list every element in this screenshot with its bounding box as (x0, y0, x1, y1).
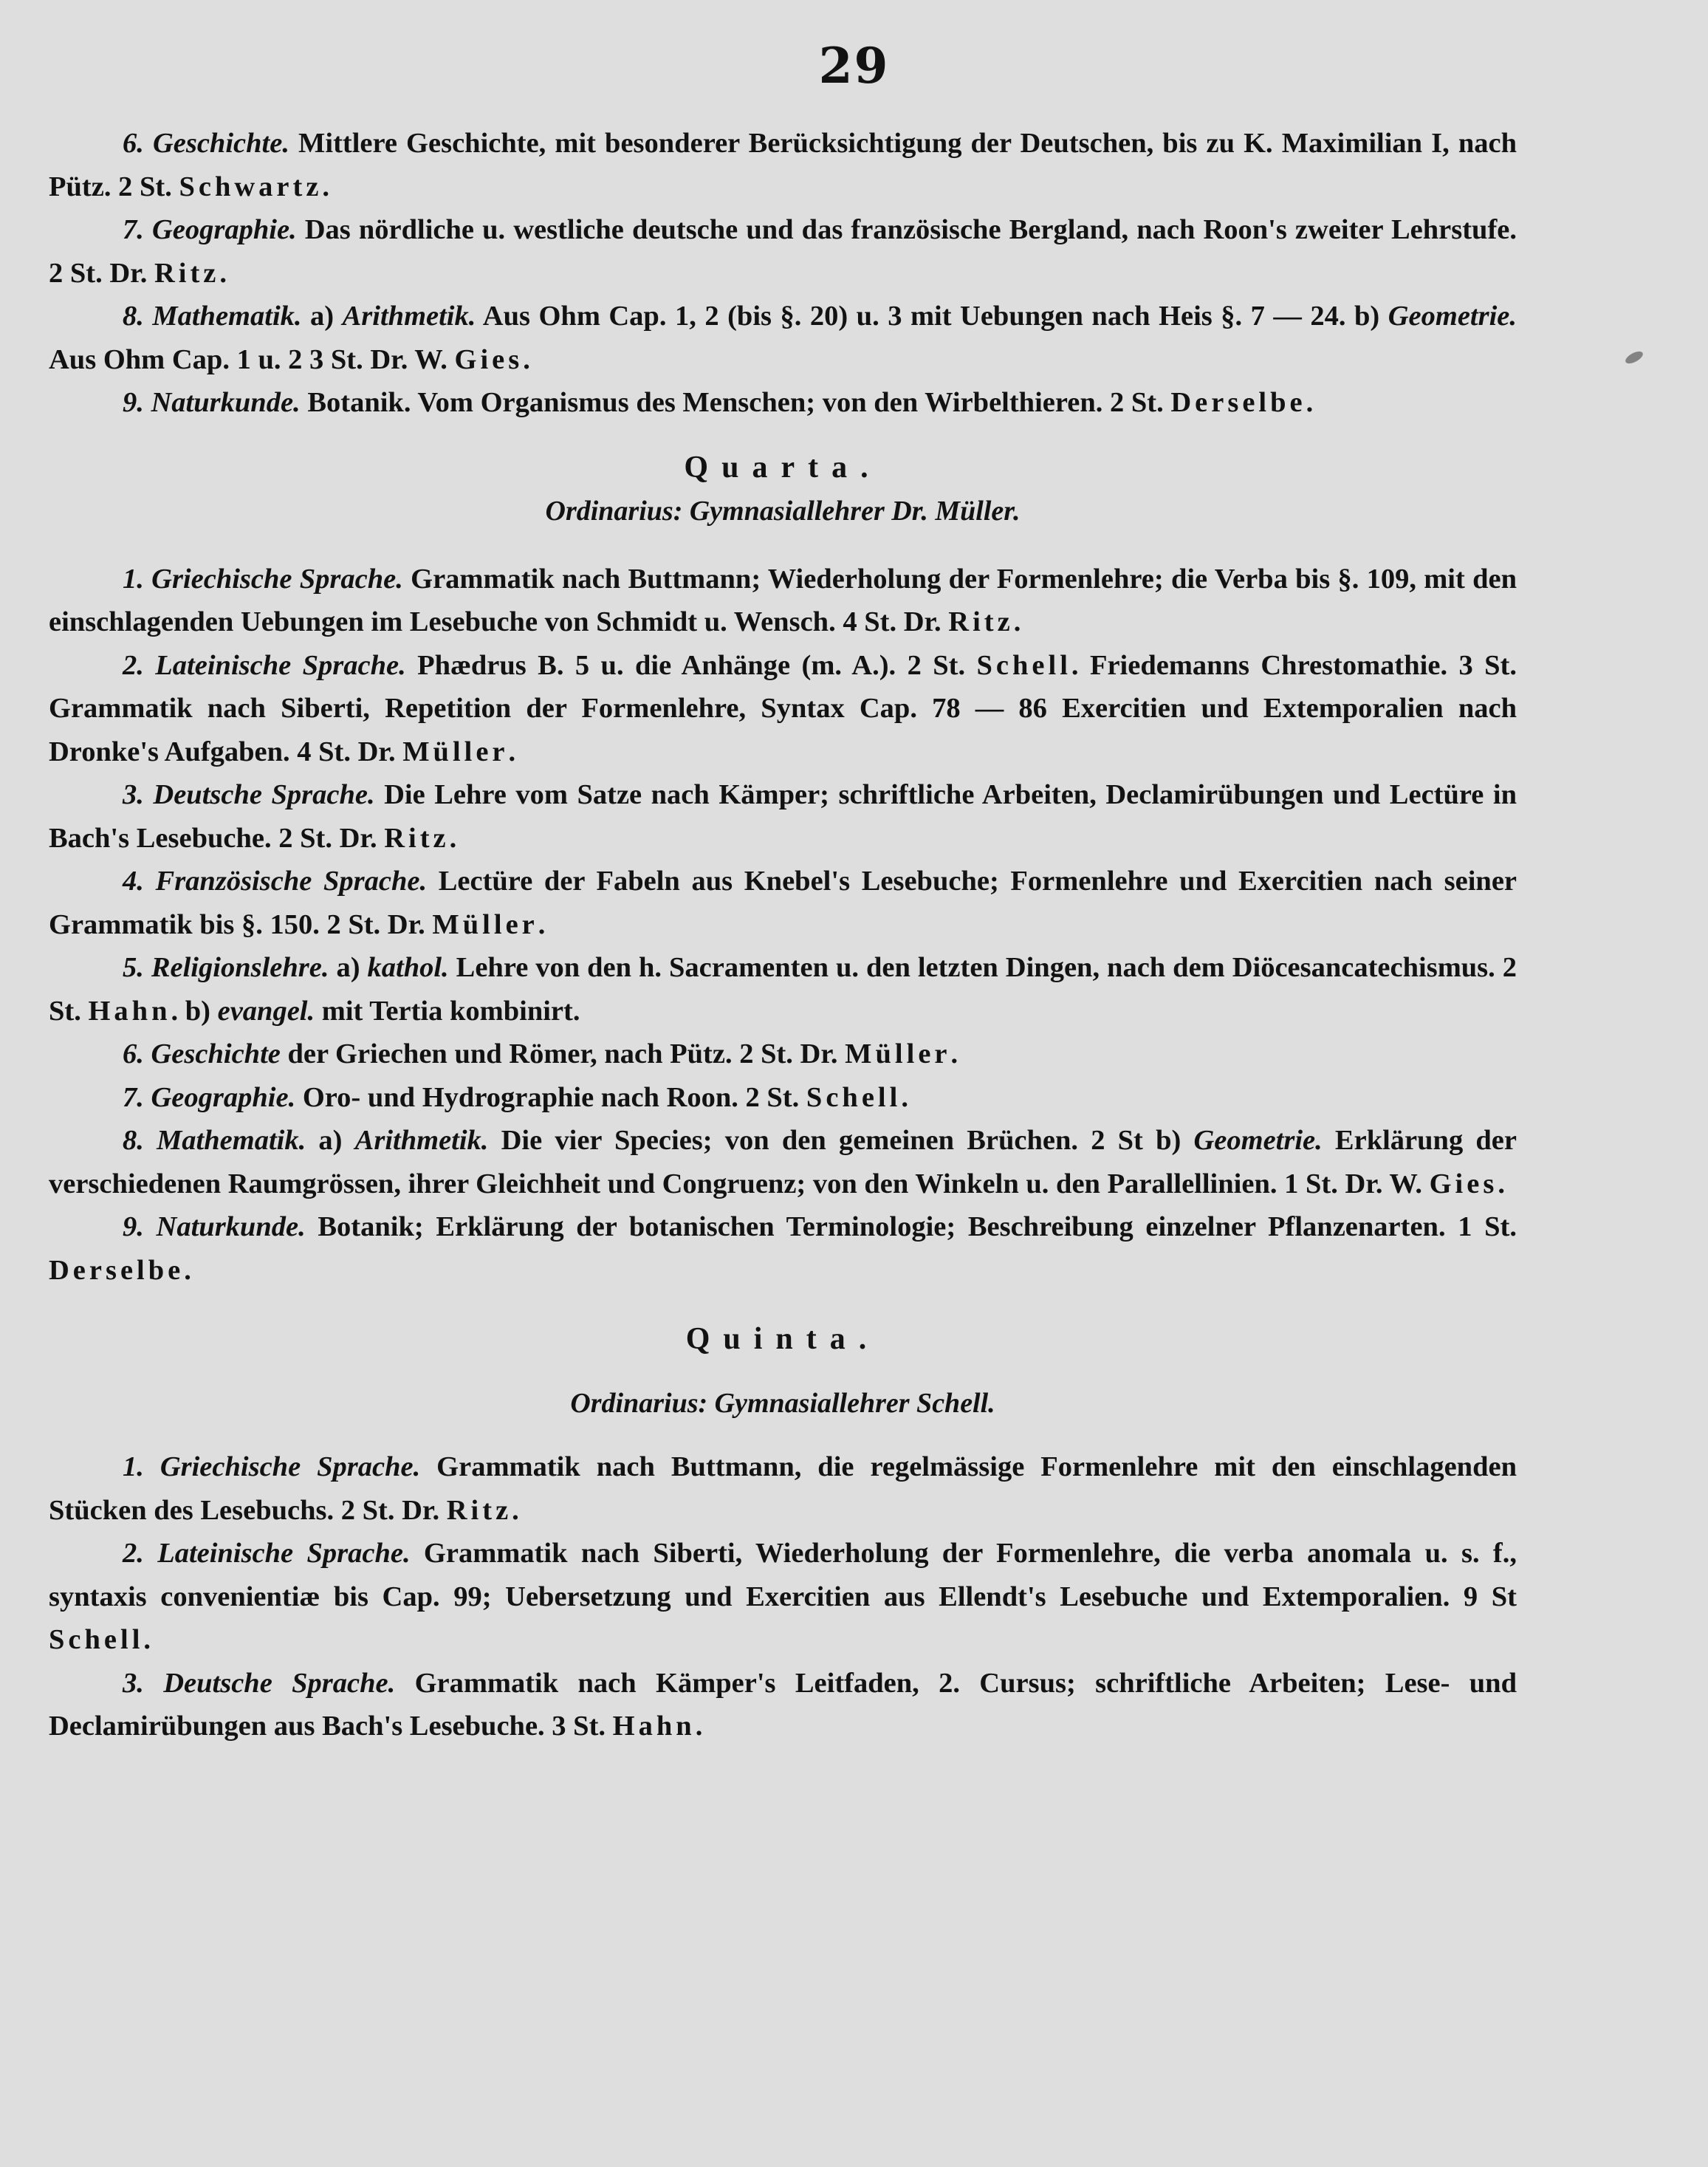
entry-text: . (950, 1038, 958, 1069)
entry-text: Grammatik nach Kämper's Leitfaden, 2. Cursus; schriftliche Arbeiten; Lese- und Declamirübungen aus Bach's Lesebuche. 3 St. (49, 1667, 1517, 1742)
quarta-ordinarius: Ordinarius: Gymnasiallehrer Dr. Müller. (545, 495, 1021, 527)
teacher-name: Gies (1429, 1168, 1498, 1199)
quarta-entry (49, 860, 1517, 946)
entry-text: . (508, 736, 516, 767)
entry-text: Lehre von den h. Sacramenten u. den letzten Dingen, nach dem Diöcesancatechismus. 2 St. (49, 952, 1517, 1027)
entry-text: . (449, 822, 457, 854)
quinta-heading: Quinta. (685, 1322, 880, 1356)
entry-text: Das nördliche u. westliche deutsche und das französische Bergland, nach Roon's zweiter Lehrstufe. 2 St. Dr. (49, 214, 1517, 289)
entry-text: . (523, 343, 530, 375)
teacher-name: Ritz (446, 1494, 512, 1526)
page-number: 29 (818, 37, 890, 95)
entry-number: 9. (123, 387, 144, 418)
quinta-items (49, 1445, 1517, 1748)
entry-number: 3. (123, 779, 144, 810)
sub-topic: kathol. (367, 952, 449, 983)
entry-number: 8. (123, 301, 144, 332)
entry-subject: Französische Sprache. (155, 866, 428, 897)
entry-text: . (1498, 1168, 1505, 1199)
quinta-entry (49, 1445, 1517, 1532)
teacher-name: Müller (402, 736, 509, 767)
entry-number: 5. (123, 952, 144, 983)
teacher-name: Derselbe (1170, 387, 1306, 418)
teacher-name: Schwartz (179, 171, 323, 202)
sub-topic: Geometrie. (1388, 301, 1517, 332)
teacher-name: Hahn (88, 995, 171, 1027)
entry-text: a) (329, 952, 368, 983)
entry-number: 1. (123, 1451, 144, 1482)
teacher-name: Schell (49, 1624, 144, 1655)
entry-text: . Friedemanns Chrestomathie. 3 St. Grammatik nach Siberti, Repetition der Formenlehre, Syntax Cap. 78 — 86 Exercitien und Extemporalien nach Dronke's Aufgaben. 4 St. Dr. (49, 649, 1517, 767)
teacher-name: Ritz (948, 606, 1014, 637)
teacher-name: Müller (845, 1038, 951, 1069)
entry-text: Phædrus B. 5 u. die Anhänge (m. A.). 2 St. (405, 649, 977, 681)
entry-text: . (1013, 606, 1021, 637)
entry-number: 6. (123, 128, 144, 159)
teacher-name: Gies (454, 343, 524, 375)
entry-subject: Lateinische Sprache. (157, 1538, 411, 1569)
quarta-entry (49, 1076, 1517, 1120)
tertia-entry (49, 122, 1517, 208)
tertia-entry (49, 381, 1517, 425)
teacher-name: Schell (806, 1081, 902, 1113)
entry-text: . (695, 1711, 703, 1742)
entry-subject: Geschichte (151, 1038, 281, 1069)
entry-subject: Geographie. (151, 214, 297, 245)
quarta-entry (49, 1033, 1517, 1076)
quarta-entry (49, 773, 1517, 860)
entry-number: 3. (123, 1667, 144, 1699)
entry-text: Erklärung der verschiedenen Raumgrössen, ihrer Gleichheit und Congruenz; von den Winkeln u. den Parallellinien. 1 St. Dr. W. (49, 1125, 1517, 1199)
sub-topic: Arithmetik. (354, 1125, 489, 1156)
entry-text: a) (301, 301, 343, 332)
entry-number: 2. (123, 1538, 144, 1569)
entry-subject: Naturkunde. (156, 1211, 306, 1242)
entry-text: . b) (171, 995, 218, 1027)
entry-text: Botanik; Erklärung der botanischen Terminologie; Beschreibung einzelner Pflanzenarten. 1 St. (305, 1211, 1517, 1242)
quarta-entry (49, 558, 1517, 644)
entry-subject: Deutsche Sprache. (153, 779, 375, 810)
quinta-entry (49, 1532, 1517, 1662)
entry-number: 2. (123, 649, 144, 681)
entry-text: . (219, 257, 227, 289)
quinta-ordinarius: Ordinarius: Gymnasiallehrer Schell. (570, 1388, 995, 1419)
entry-text: Aus Ohm Cap. 1 u. 2 3 St. Dr. W. (49, 343, 455, 375)
entry-text: . (143, 1624, 151, 1655)
entry-subject: Naturkunde. (151, 387, 301, 418)
teacher-name: Ritz (384, 822, 450, 854)
entry-subject: Geschichte. (152, 128, 289, 159)
quarta-entry (49, 1119, 1517, 1205)
entry-text: Aus Ohm Cap. 1, 2 (bis §. 20) u. 3 mit Uebungen nach Heis §. 7 — 24. b) (476, 301, 1388, 332)
entry-text: . (1306, 387, 1314, 418)
entry-subject: Griechische Sprache. (151, 563, 403, 595)
entry-text: Lectüre der Fabeln aus Knebel's Lesebuche; Formenlehre und Exercitien nach seiner Grammatik bis §. 150. 2 St. Dr. (49, 866, 1517, 940)
quinta-entry (49, 1662, 1517, 1748)
entry-text: Oro- und Hydrographie nach Roon. 2 St. (295, 1081, 806, 1113)
sub-topic: evangel. (217, 995, 315, 1027)
entry-text: Mittlere Geschichte, mit besonderer Berücksichtigung der Deutschen, bis zu K. Maximilian I, nach Pütz. 2 St. (49, 128, 1517, 202)
entry-text: a) (306, 1125, 355, 1156)
sub-topic: Geometrie. (1193, 1125, 1323, 1156)
teacher-name: Schell (976, 649, 1071, 681)
entry-subject: Mathematik. (157, 1125, 306, 1156)
entry-text: Grammatik nach Buttmann; Wiederholung der Formenlehre; die Verba bis §. 109, mit den einschlagenden Uebungen im Lesebuche von Schmidt u. Wensch. 4 St. Dr. (49, 563, 1517, 637)
entry-subject: Religionslehre. (151, 952, 329, 983)
entry-text: der Griechen und Römer, nach Pütz. 2 St. Dr. (280, 1038, 846, 1069)
entry-number: 8. (123, 1125, 144, 1156)
entry-number: 6. (123, 1038, 144, 1069)
sub-topic: Arithmetik. (342, 301, 476, 332)
entry-number: 4. (123, 866, 144, 897)
entry-text: Botanik. Vom Organismus des Menschen; von den Wirbelthieren. 2 St. (300, 387, 1171, 418)
quarta-entry (49, 644, 1517, 774)
entry-text: . (322, 171, 330, 202)
quarta-entry (49, 946, 1517, 1033)
entry-number: 1. (123, 563, 144, 595)
entry-text: . (901, 1081, 908, 1113)
quarta-items (49, 558, 1517, 1293)
teacher-name: Ritz (154, 257, 220, 289)
entry-number: 7. (123, 1081, 144, 1113)
entry-number: 7. (123, 214, 144, 245)
entry-subject: Lateinische Sprache. (155, 649, 406, 681)
upper-section (49, 122, 1517, 425)
teacher-name: Müller (432, 908, 538, 940)
entry-subject: Geographie. (151, 1081, 296, 1113)
entry-subject: Griechische Sprache. (160, 1451, 421, 1482)
entry-text: . (184, 1254, 191, 1286)
tertia-entry (49, 295, 1517, 381)
entry-text: Grammatik nach Siberti, Wiederholung der Formenlehre, die verba anomala u. s. f., syntaxis convenientiæ bis Cap. 99; Uebersetzung und Exercitien aus Ellendt's Lesebuche und Extemporalien. 9 St (49, 1538, 1517, 1612)
page-content (49, 122, 1517, 1748)
entry-text: . (538, 908, 546, 940)
tertia-entry (49, 208, 1517, 295)
quarta-entry (49, 1205, 1517, 1292)
entry-number: 9. (123, 1211, 144, 1242)
teacher-name: Hahn (612, 1711, 696, 1742)
entry-text: . (512, 1494, 519, 1526)
quarta-heading: Quarta. (684, 450, 882, 485)
entry-text: Die Lehre vom Satze nach Kämper; schriftliche Arbeiten, Declamirübungen und Lectüre in Bach's Lesebuche. 2 St. Dr. (49, 779, 1517, 854)
entry-subject: Deutsche Sprache. (163, 1667, 396, 1699)
entry-subject: Mathematik. (152, 301, 302, 332)
entry-text: mit Tertia kombinirt. (315, 995, 580, 1027)
teacher-name: Derselbe (49, 1254, 185, 1286)
entry-text: Die vier Species; von den gemeinen Brüchen. 2 St b) (488, 1125, 1194, 1156)
entry-text: Grammatik nach Buttmann, die regelmässige Formenlehre mit den einschlagenden Stücken des Lesebuchs. 2 St. Dr. (49, 1451, 1517, 1526)
ink-speck (1624, 349, 1645, 366)
